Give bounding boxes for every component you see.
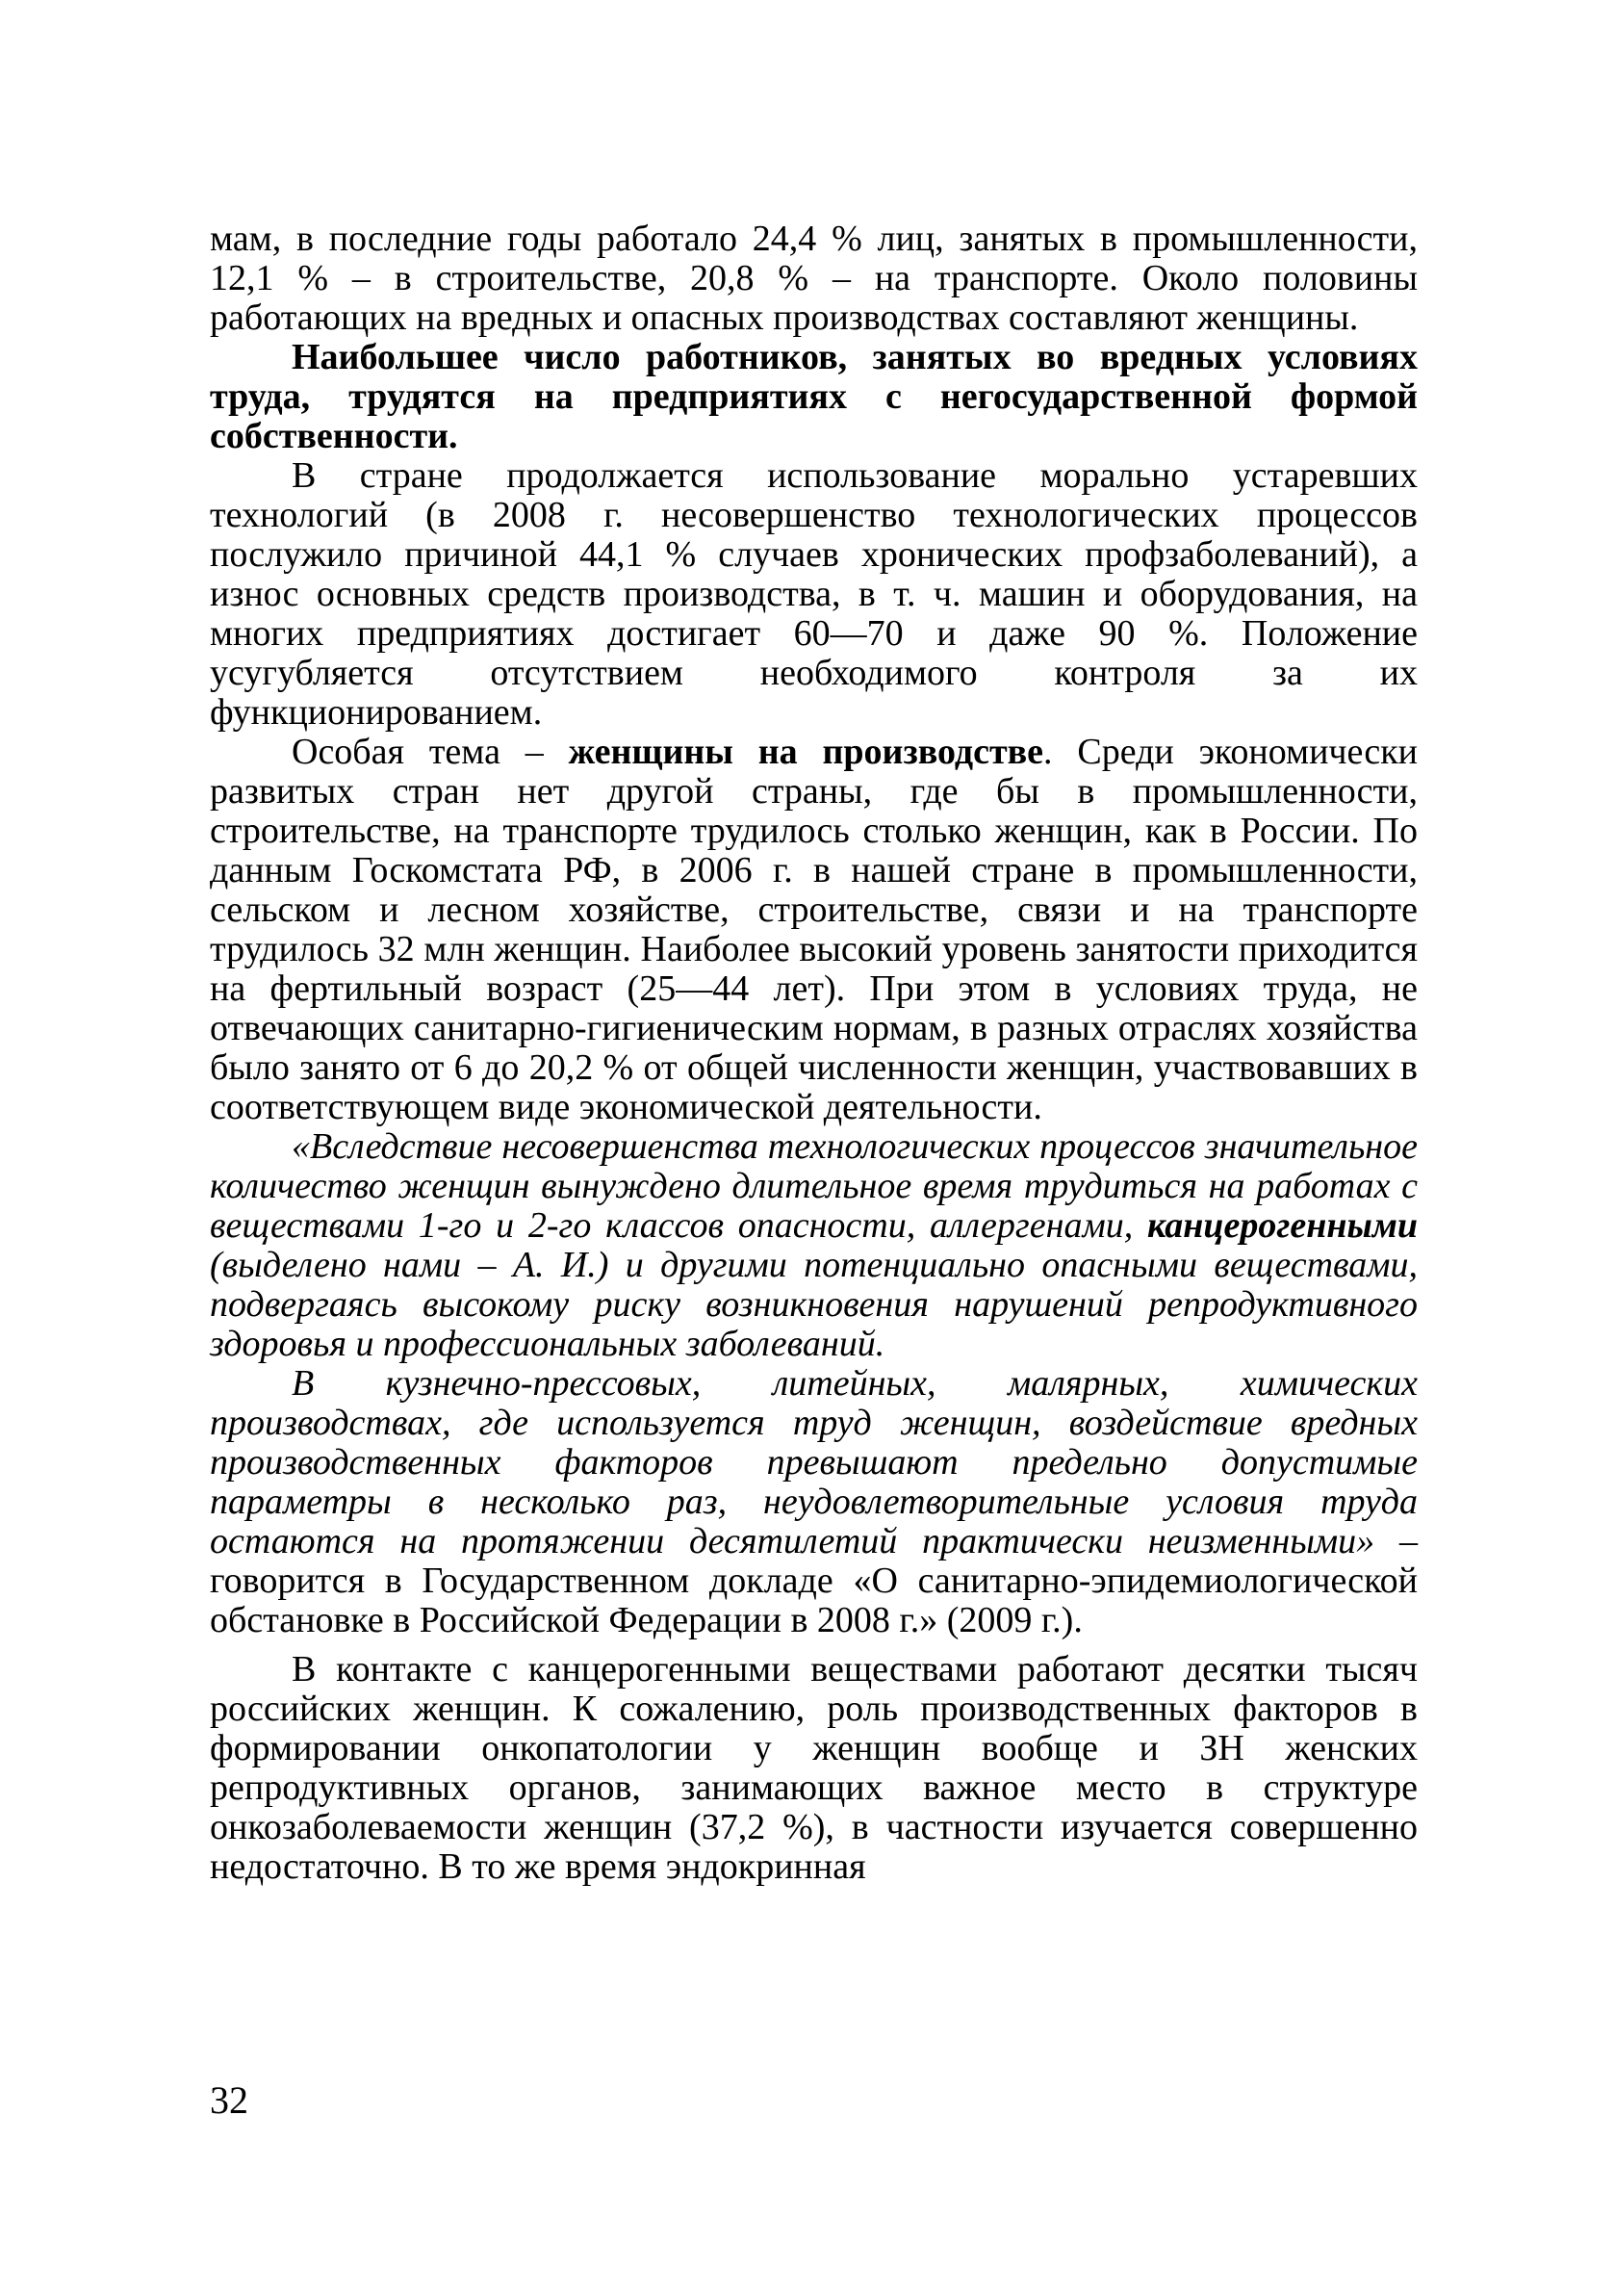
quote-2-attribution: – говорится в Государственном докладе «О санитарно-эпидемиологической обстановке в Российской Федерации в 2008 г.» (2009 г.). <box>210 1521 1418 1640</box>
quote-1-body: (выделено нами – А. И.) и другими потенциально опасными веществами, подвергаясь высокому риску возникновения нарушений репродуктивного здоровья и профессиональных заболеваний. <box>210 1245 1418 1364</box>
body-text <box>210 219 1418 1887</box>
bold-phrase-carcinogenic: канцерогенными <box>1146 1205 1418 1246</box>
paragraph-carcinogens: В контакте с канцерогенными веществами работают десятки тысяч российских женщин. К сожалению, роль производственных факторов в формировании онкопатологии у женщин вообще и ЗН женских репродуктивных органов, занимающих важное место в структуре онкозаболеваемости женщин (37,2 %), в частности изучается совершенно недостаточно. В то же время эндокринная <box>210 1649 1418 1887</box>
paragraph-continuation: мам, в последние годы работало 24,4 % лиц, занятых в промышленности, 12,1 % – в строительстве, 20,8 % – на транспорте. Около половины работающих на вредных и опасных производствах составляют женщины. <box>210 219 1418 338</box>
paragraph-bold-statement: Наибольшее число работников, занятых во вредных условиях труда, трудятся на предприятиях с негосударственной формой собственности. <box>210 337 1418 456</box>
quote-1-intro: «Вследствие несовершенства технологических процессов значительное количество женщин вынуждено длительное время трудиться на работах с веществами 1-го и 2-го классов опасности, аллергенами, <box>210 1126 1418 1246</box>
paragraph-women-at-work <box>210 733 1418 1127</box>
paragraph-technologies: В стране продолжается использование морально устаревших технологий (в 2008 г. несовершенство технологических процессов послужило причиной 44,1 % случаев хронических профзаболеваний), а износ основных средств производства, в т. ч. машин и оборудования, на многих предприятиях достигает 60—70 и даже 90 %. Положение усугубляется отсутствием необходимого контроля за их функционированием. <box>210 455 1418 733</box>
bold-phrase-women-at-work: женщины на производстве <box>568 732 1044 772</box>
paragraph-women-at-work-body: . Среди экономически развитых стран нет другой страны, где бы в промышленности, строительстве, на транспорте трудилось столько женщин, как в России. По данным Госкомстата РФ, в 2006 г. в нашей стране в промышленности, сельском и лесном хозяйстве, строительстве, связи и на транспорте трудилось 32 млн женщин. Наиболее высокий уровень занятости приходится на фертильный возраст (25—44 лет). При этом в условиях труда, не отвечающих санитарно-гигиеническим нормам, в разных отраслях хозяйства было занято от 6 до 20,2 % от общей численности женщин, участвовавших в соответствующем виде экономической деятельности. <box>210 732 1418 1127</box>
quote-paragraph-1 <box>210 1127 1418 1364</box>
quote-paragraph-2 <box>210 1364 1418 1640</box>
quote-2-italic: В кузнечно-прессовых, литейных, малярных, химических производствах, где используется труд женщин, воздействие вредных производственных факторов превышают предельно допустимые параметры в несколько раз, неудовлетворительные условия труда остаются на протяжении десятилетий практически неизменными» <box>210 1363 1418 1561</box>
paragraph-women-at-work-intro: Особая тема – <box>292 732 569 772</box>
page-number: 32 <box>210 2078 248 2122</box>
